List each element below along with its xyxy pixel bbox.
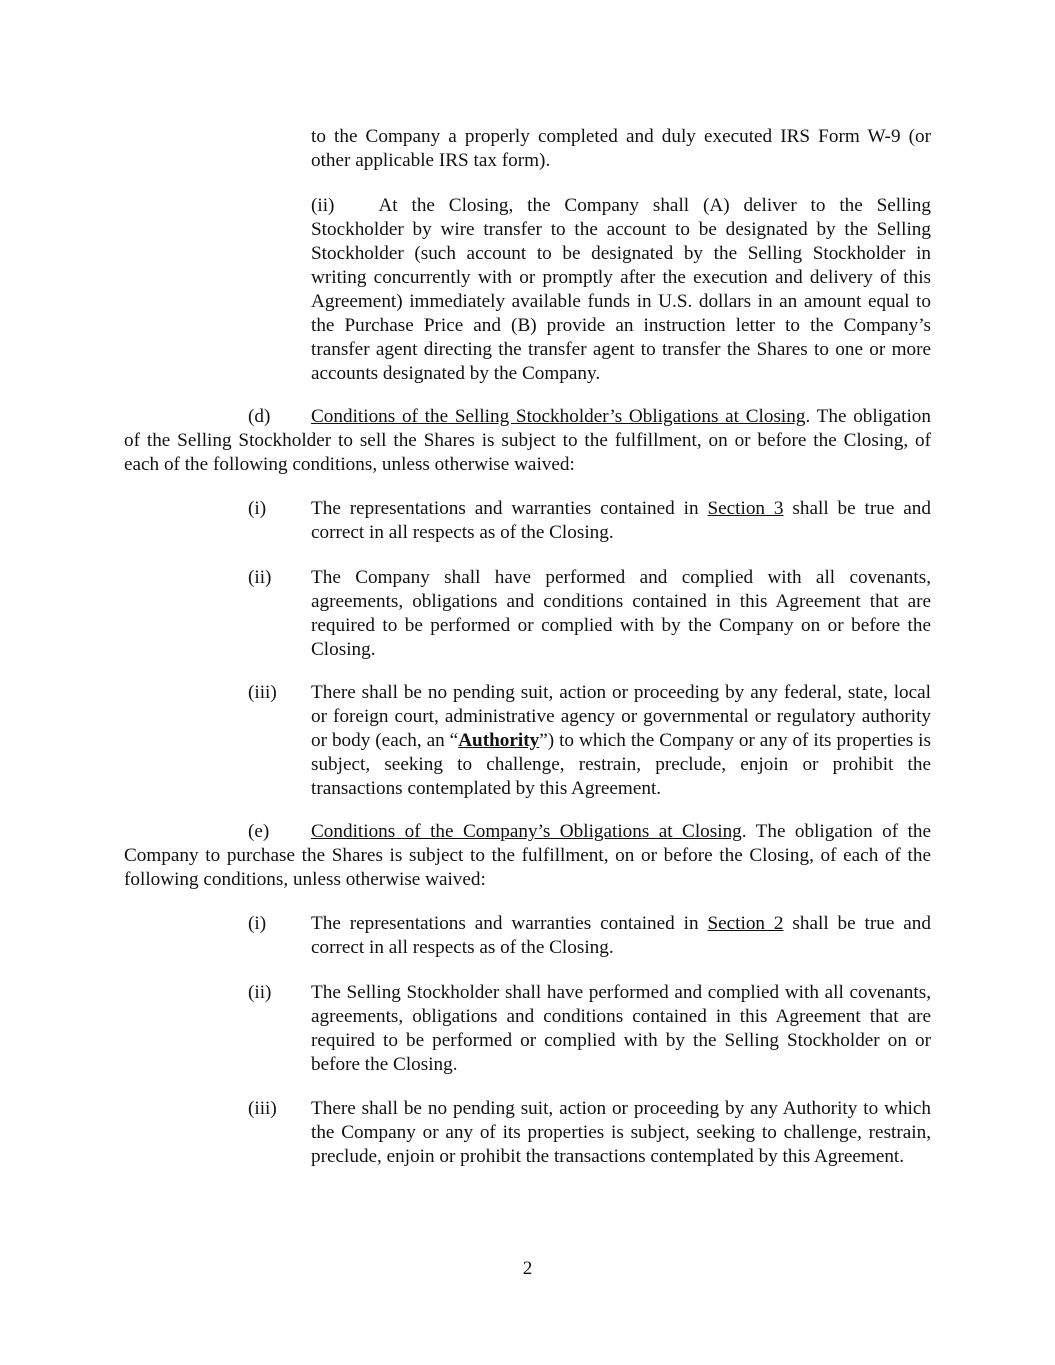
section-body: The obligation of the Company to purchase the Shares is subject to the fulfillment, on or before the Closing, of each of the following conditions, unless otherwise waived: <box>124 821 932 890</box>
item-text: The Selling Stockholder shall have performed and complied with all covenants, agreements, obligations and conditions contained in this Agreement that are required to be performed or complied with by the Selling Stockholder on or before the Closing. <box>311 982 931 1075</box>
condition-d-i <box>248 497 931 545</box>
item-text: There shall be no pending suit, action or proceeding by any Authority to which the Company or any of its properties is subject, seeking to challenge, restrain, preclude, enjoin or prohibit the transactions contemplated by this Agreement. <box>311 1098 931 1167</box>
defined-term-authority: Authority <box>458 730 540 751</box>
section-body: The obligation of the Selling Stockholder to sell the Shares is subject to the fulfillment, on or before the Closing, of each of the following conditions, unless otherwise waived: <box>124 406 931 475</box>
paragraph-text: At the Closing, the Company shall (A) deliver to the Selling Stockholder by wire transfer to the account to be designated by the Selling Stockholder (such account to be designated by the Selling Stockholder in writing concurrently with or promptly after the execution and delivery of this Agreement) immediately available funds in U.S. dollars in an amount equal to the Purchase Price and (B) provide an instruction letter to the Company’s transfer agent directing the transfer agent to transfer the Shares to one or more accounts designated by the Company. <box>311 195 931 384</box>
condition-e-i <box>248 912 931 960</box>
paragraph-c-ii <box>311 194 931 386</box>
item-number: (i) <box>248 498 267 519</box>
item-text: The representations and warranties contained in Section 2 shall be true and correct in all respects as of the Closing. <box>311 913 931 958</box>
item-number: (ii) <box>248 567 272 588</box>
section-3-reference: Section 3 <box>707 498 784 519</box>
section-d-paragraph: (d) Conditions of the Selling Stockholder’s Obligations at Closing. The obligation of the Selling Stockholder to sell the Shares is subject to the fulfillment, on or before the Closing, of each of the following conditions, unless otherwise waived: <box>124 406 931 475</box>
section-label: (e) <box>248 821 270 842</box>
item-text: There shall be no pending suit, action or proceeding by any federal, state, local or foreign court, administrative agency or governmental or regulatory authority or body (each, an “Authority”) to which the Company or any of its properties is subject, seeking to challenge, restrain, preclude, enjoin or prohibit the transactions contemplated by this Agreement. <box>311 682 931 799</box>
item-number: (iii) <box>248 1098 277 1119</box>
continuation-paragraph: to the Company a properly completed and duly executed IRS Form W-9 (or other applicable IRS tax form). <box>311 126 931 171</box>
item-text: The Company shall have performed and complied with all covenants, agreements, obligations and conditions contained in this Agreement that are required to be performed or complied with by the Company on or before the Closing. <box>311 567 931 660</box>
section-label: (d) <box>248 406 271 427</box>
section-heading: Conditions of the Company’s Obligations at Closing <box>311 821 742 842</box>
section-heading: Conditions of the Selling Stockholder’s Obligations at Closing <box>311 406 806 427</box>
item-number: (ii) <box>248 982 272 1003</box>
paragraph-number: (ii) <box>311 195 335 216</box>
condition-e-ii <box>248 981 931 1077</box>
condition-d-ii <box>248 566 931 662</box>
section-2-reference: Section 2 <box>707 913 784 934</box>
item-number: (iii) <box>248 682 277 703</box>
page-number: 2 <box>522 1258 533 1279</box>
section-e-paragraph: (e) Conditions of the Company’s Obligations at Closing. The obligation of the Company to purchase the Shares is subject to the fulfillment, on or before the Closing, of each of the following conditions, unless otherwise waived: <box>124 821 932 890</box>
item-text: The representations and warranties contained in Section 3 shall be true and correct in all respects as of the Closing. <box>311 498 931 543</box>
condition-d-iii <box>248 681 931 801</box>
condition-e-iii <box>248 1097 931 1169</box>
item-number: (i) <box>248 913 267 934</box>
